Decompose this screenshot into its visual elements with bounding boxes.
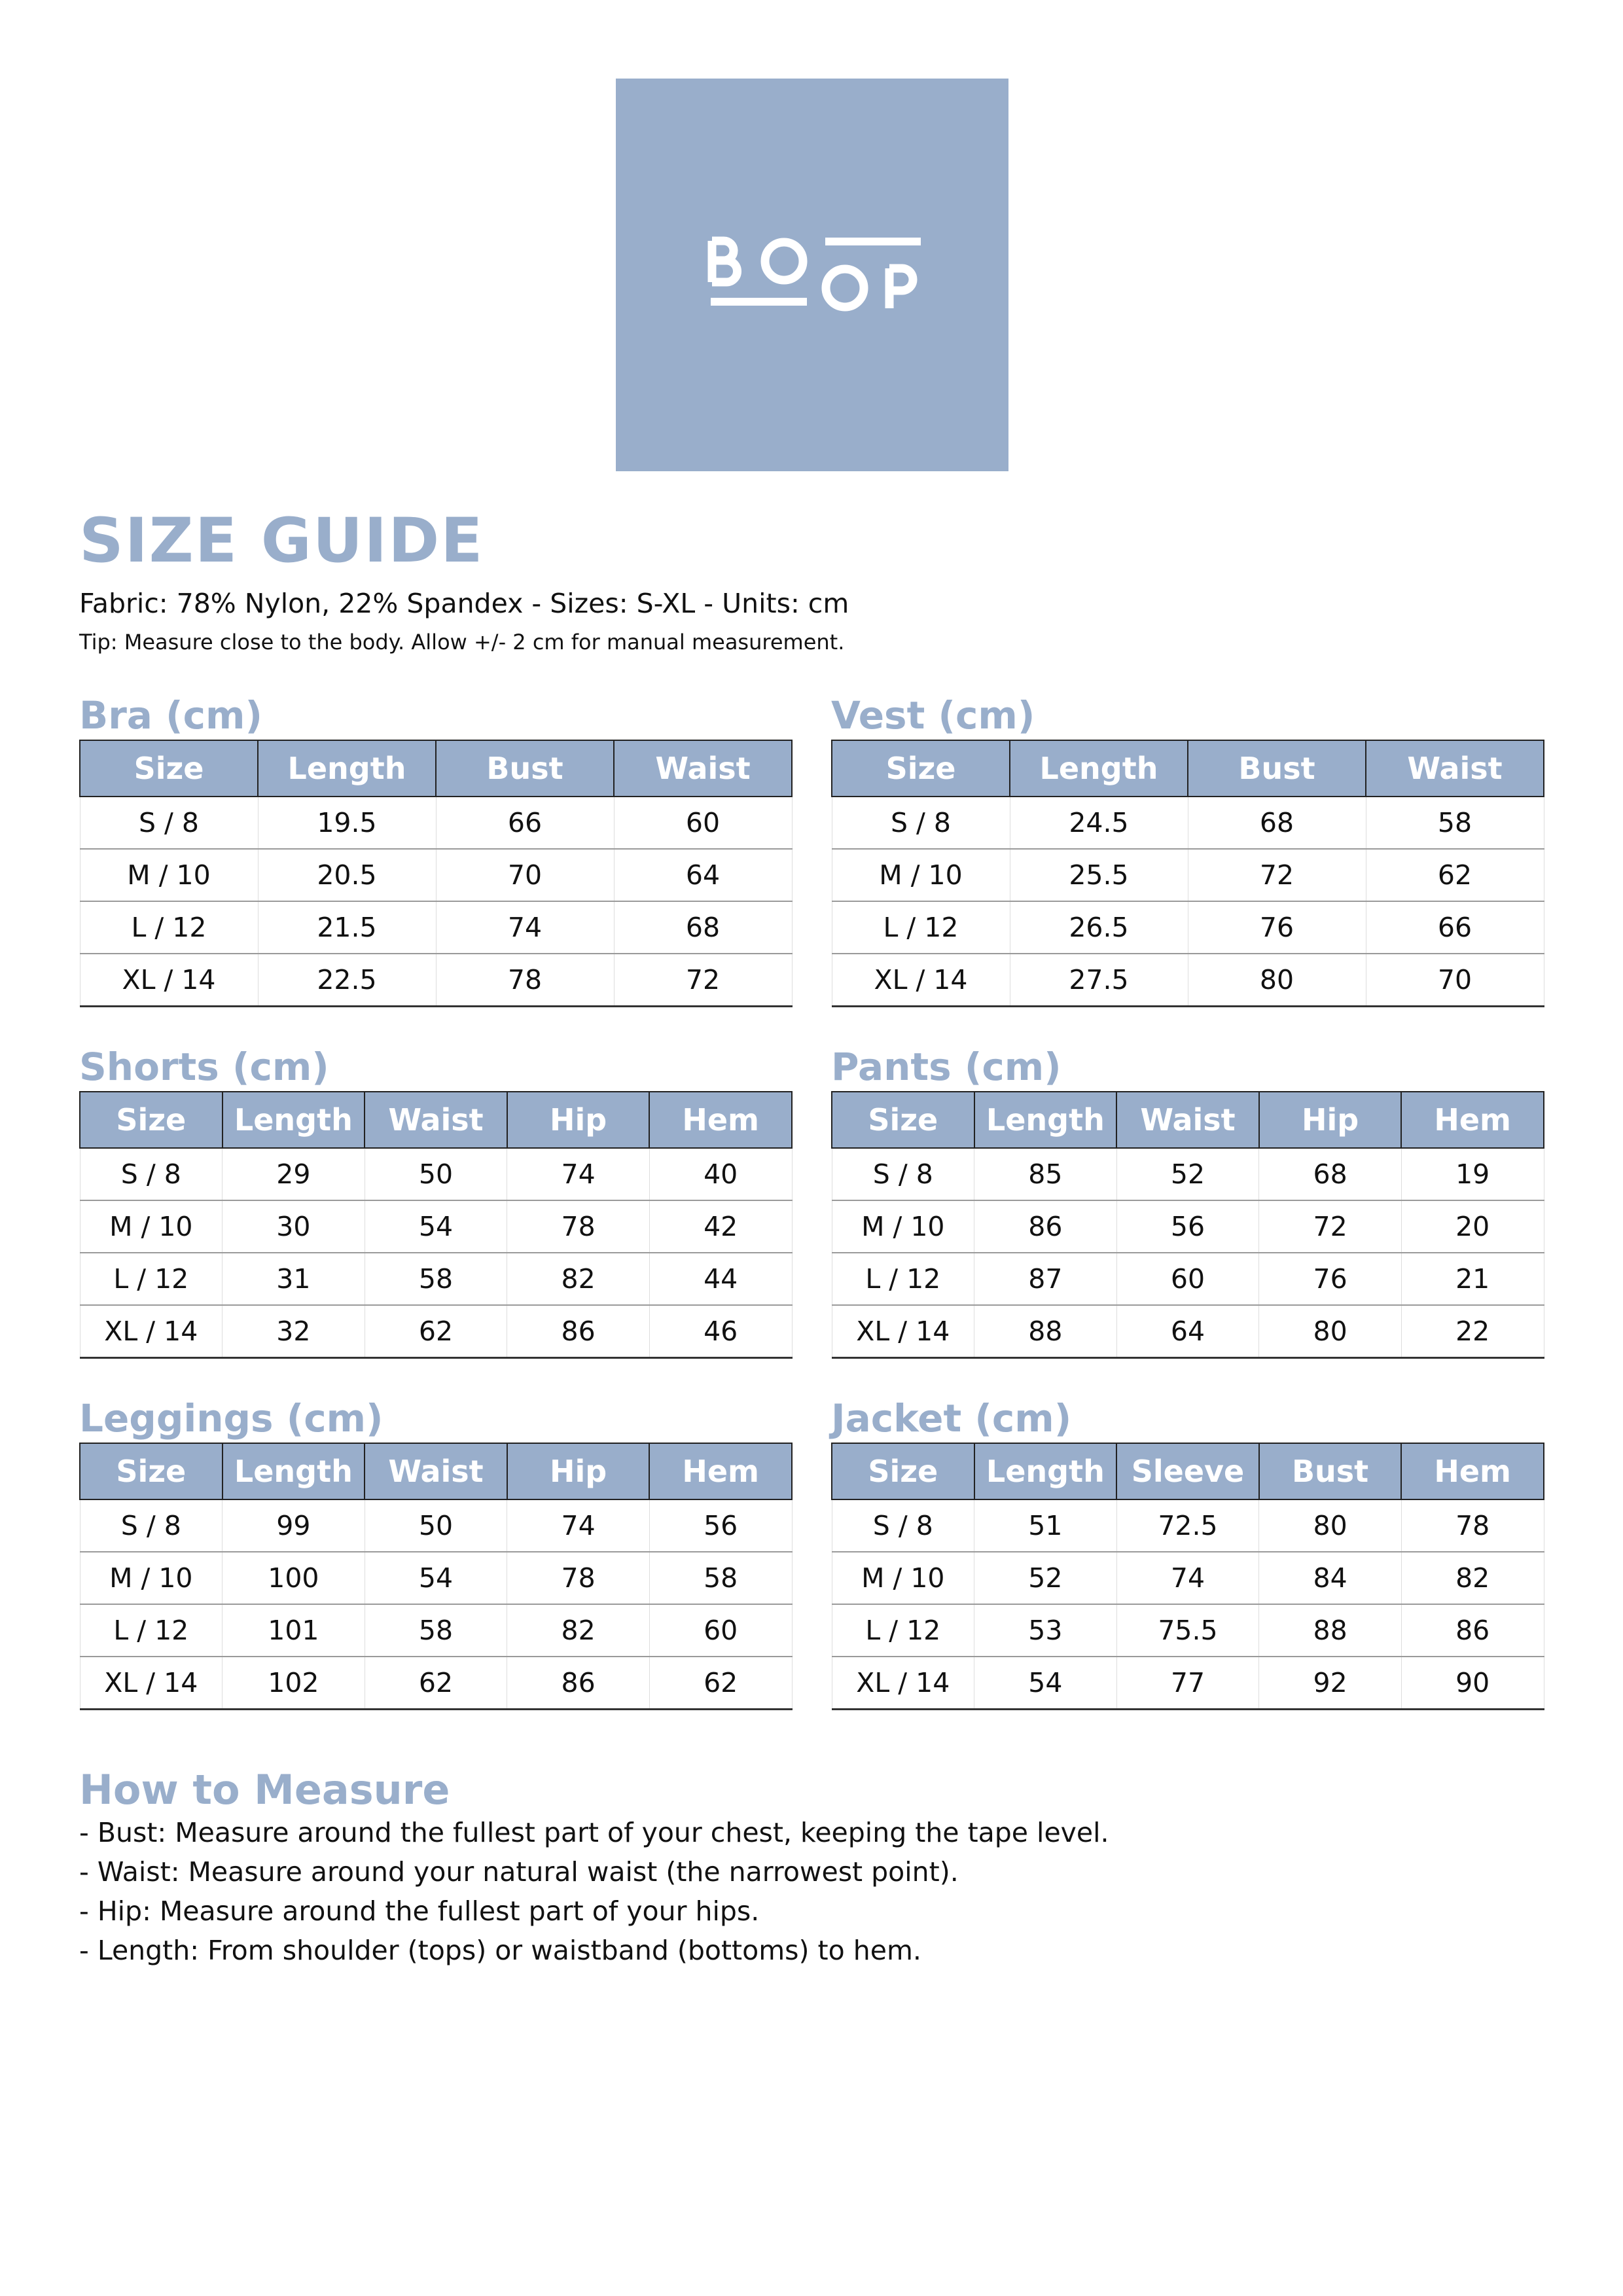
table-cell: 99 (223, 1499, 365, 1552)
table-row (80, 1200, 792, 1253)
column-header: Waist (614, 740, 792, 797)
list-item: - Length: From shoulder (tops) or waistband (bottoms) to hem. (79, 1935, 921, 1966)
table-cell: XL / 14 (832, 954, 1010, 1007)
size-table (831, 1091, 1544, 1359)
table-cell: 60 (614, 797, 792, 849)
table-cell: 30 (223, 1200, 365, 1253)
table-row (832, 1305, 1544, 1358)
table-cell: 40 (649, 1148, 792, 1200)
table-cell: 70 (436, 849, 614, 901)
column-header: Bust (1188, 740, 1366, 797)
table-cell: 72 (1188, 849, 1366, 901)
table-cell: 80 (1188, 954, 1366, 1007)
size-table-vest (831, 694, 1544, 1007)
table-cell: XL / 14 (832, 1657, 974, 1710)
table-row (832, 1499, 1544, 1552)
table-cell: L / 12 (80, 1253, 223, 1305)
column-header: Waist (365, 1092, 507, 1148)
table-title: Pants (cm) (831, 1045, 1061, 1089)
table-cell: 22 (1401, 1305, 1544, 1358)
table-cell: 53 (974, 1604, 1117, 1657)
size-table-pants (831, 1045, 1544, 1359)
table-cell: 44 (649, 1253, 792, 1305)
column-header: Hem (649, 1443, 792, 1499)
table-cell: 86 (974, 1200, 1117, 1253)
column-header: Size (832, 1443, 974, 1499)
table-header-row (832, 1443, 1544, 1499)
table-cell: 66 (1366, 901, 1544, 954)
table-row (80, 901, 792, 954)
table-cell: 58 (365, 1604, 507, 1657)
table-title: Vest (cm) (831, 693, 1035, 738)
table-title: Shorts (cm) (79, 1045, 329, 1089)
table-cell: 29 (223, 1148, 365, 1200)
table-row (832, 797, 1544, 849)
brand-logo (616, 79, 1008, 471)
table-cell: S / 8 (80, 1148, 223, 1200)
table-cell: 72.5 (1116, 1499, 1259, 1552)
table-title: Bra (cm) (79, 693, 262, 738)
size-table (831, 740, 1544, 1007)
table-cell: 31 (223, 1253, 365, 1305)
how-to-measure-title: How to Measure (79, 1766, 450, 1814)
table-cell: S / 8 (832, 1499, 974, 1552)
table-row (80, 1148, 792, 1200)
table-row (80, 797, 792, 849)
table-cell: M / 10 (80, 849, 258, 901)
table-cell: 74 (507, 1499, 650, 1552)
table-header-row (832, 1092, 1544, 1148)
table-cell: L / 12 (832, 1253, 974, 1305)
table-cell: 50 (365, 1148, 507, 1200)
list-item: - Hip: Measure around the fullest part of your hips. (79, 1895, 760, 1927)
table-title: Leggings (cm) (79, 1396, 383, 1441)
table-cell: 84 (1259, 1552, 1402, 1604)
size-table-bra (79, 694, 793, 1007)
table-header-row (80, 1092, 792, 1148)
table-row (80, 1552, 792, 1604)
table-cell: XL / 14 (832, 1305, 974, 1358)
table-cell: 60 (1116, 1253, 1259, 1305)
table-cell: 62 (365, 1657, 507, 1710)
table-cell: 20 (1401, 1200, 1544, 1253)
table-cell: 78 (507, 1552, 650, 1604)
column-header: Length (223, 1092, 365, 1148)
column-header: Size (832, 1092, 974, 1148)
table-cell: L / 12 (832, 1604, 974, 1657)
size-table (79, 1443, 793, 1710)
table-title: Jacket (cm) (831, 1396, 1072, 1441)
table-cell: 42 (649, 1200, 792, 1253)
table-cell: 74 (1116, 1552, 1259, 1604)
column-header: Size (80, 740, 258, 797)
column-header: Waist (365, 1443, 507, 1499)
table-cell: S / 8 (832, 1148, 974, 1200)
table-cell: 78 (507, 1200, 650, 1253)
table-row (832, 1200, 1544, 1253)
table-row (832, 1604, 1544, 1657)
table-cell: 78 (1401, 1499, 1544, 1552)
table-cell: S / 8 (80, 797, 258, 849)
how-to-measure (79, 1767, 1545, 1970)
column-header: Size (80, 1092, 223, 1148)
table-cell: 68 (1188, 797, 1366, 849)
table-row (832, 954, 1544, 1007)
table-cell: 66 (436, 797, 614, 849)
list-item: - Waist: Measure around your natural waist (the narrowest point). (79, 1856, 959, 1888)
column-header: Bust (1259, 1443, 1402, 1499)
fabric-info: Fabric: 78% Nylon, 22% Spandex - Sizes: S-XL - Units: cm (79, 588, 849, 619)
table-cell: 87 (974, 1253, 1117, 1305)
table-cell: 24.5 (1010, 797, 1188, 849)
table-cell: XL / 14 (80, 1657, 223, 1710)
table-cell: M / 10 (80, 1200, 223, 1253)
table-header-row (80, 740, 792, 797)
table-cell: 70 (1366, 954, 1544, 1007)
table-cell: 50 (365, 1499, 507, 1552)
table-cell: 58 (1366, 797, 1544, 849)
table-cell: XL / 14 (80, 1305, 223, 1358)
table-cell: M / 10 (832, 1200, 974, 1253)
table-row (80, 1604, 792, 1657)
table-cell: XL / 14 (80, 954, 258, 1007)
table-cell: 19.5 (258, 797, 436, 849)
table-cell: 72 (1259, 1200, 1402, 1253)
table-cell: 75.5 (1116, 1604, 1259, 1657)
measure-instructions (79, 1813, 1545, 1970)
table-cell: 74 (507, 1148, 650, 1200)
table-cell: 60 (649, 1604, 792, 1657)
column-header: Length (974, 1092, 1117, 1148)
table-cell: 80 (1259, 1499, 1402, 1552)
table-cell: S / 8 (832, 797, 1010, 849)
table-cell: M / 10 (832, 1552, 974, 1604)
table-cell: 19 (1401, 1148, 1544, 1200)
column-header: Length (258, 740, 436, 797)
table-row (832, 849, 1544, 901)
table-cell: 22.5 (258, 954, 436, 1007)
table-cell: 46 (649, 1305, 792, 1358)
column-header: Size (832, 740, 1010, 797)
table-row (80, 1305, 792, 1358)
column-header: Hem (1401, 1443, 1544, 1499)
table-cell: 20.5 (258, 849, 436, 901)
table-cell: 58 (365, 1253, 507, 1305)
size-table (831, 1443, 1544, 1710)
table-cell: 21.5 (258, 901, 436, 954)
table-cell: 62 (649, 1657, 792, 1710)
table-cell: 101 (223, 1604, 365, 1657)
table-cell: 62 (365, 1305, 507, 1358)
table-row (832, 1253, 1544, 1305)
table-cell: 90 (1401, 1657, 1544, 1710)
table-cell: 54 (974, 1657, 1117, 1710)
table-row (80, 1253, 792, 1305)
table-cell: 82 (507, 1253, 650, 1305)
table-cell: 76 (1188, 901, 1366, 954)
table-cell: 102 (223, 1657, 365, 1710)
table-header-row (832, 740, 1544, 797)
table-cell: 64 (614, 849, 792, 901)
table-cell: 77 (1116, 1657, 1259, 1710)
column-header: Length (223, 1443, 365, 1499)
column-header: Hip (507, 1092, 650, 1148)
table-cell: 80 (1259, 1305, 1402, 1358)
table-cell: 21 (1401, 1253, 1544, 1305)
table-row (832, 1148, 1544, 1200)
measurement-tip: Tip: Measure close to the body. Allow +/- 2 cm for manual measurement. (79, 630, 845, 655)
table-cell: 86 (507, 1657, 650, 1710)
column-header: Waist (1366, 740, 1544, 797)
table-cell: 58 (649, 1552, 792, 1604)
column-header: Hip (1259, 1092, 1402, 1148)
table-cell: 64 (1116, 1305, 1259, 1358)
table-cell: 68 (614, 901, 792, 954)
table-cell: 82 (507, 1604, 650, 1657)
table-cell: L / 12 (832, 901, 1010, 954)
page-title: SIZE GUIDE (79, 505, 484, 577)
table-cell: 82 (1401, 1552, 1544, 1604)
table-row (80, 849, 792, 901)
table-cell: 27.5 (1010, 954, 1188, 1007)
table-cell: M / 10 (832, 849, 1010, 901)
boop-logo-mark (616, 79, 1008, 471)
table-cell: 52 (974, 1552, 1117, 1604)
table-cell: 72 (614, 954, 792, 1007)
table-row (80, 954, 792, 1007)
table-cell: 92 (1259, 1657, 1402, 1710)
table-cell: 88 (974, 1305, 1117, 1358)
size-table-shorts (79, 1045, 793, 1359)
column-header: Hem (1401, 1092, 1544, 1148)
column-header: Waist (1116, 1092, 1259, 1148)
table-cell: 54 (365, 1200, 507, 1253)
size-table (79, 1091, 793, 1359)
table-cell: 56 (649, 1499, 792, 1552)
table-cell: 68 (1259, 1148, 1402, 1200)
table-cell: S / 8 (80, 1499, 223, 1552)
table-cell: 25.5 (1010, 849, 1188, 901)
list-item: - Bust: Measure around the fullest part of your chest, keeping the tape level. (79, 1817, 1109, 1848)
table-cell: 32 (223, 1305, 365, 1358)
table-cell: 62 (1366, 849, 1544, 901)
table-row (832, 1657, 1544, 1710)
size-table (79, 740, 793, 1007)
table-cell: 86 (507, 1305, 650, 1358)
table-row (80, 1499, 792, 1552)
column-header: Hip (507, 1443, 650, 1499)
column-header: Sleeve (1116, 1443, 1259, 1499)
column-header: Size (80, 1443, 223, 1499)
table-cell: 54 (365, 1552, 507, 1604)
table-cell: 86 (1401, 1604, 1544, 1657)
table-cell: 85 (974, 1148, 1117, 1200)
table-row (832, 901, 1544, 954)
table-cell: 88 (1259, 1604, 1402, 1657)
column-header: Length (1010, 740, 1188, 797)
table-header-row (80, 1443, 792, 1499)
table-cell: 76 (1259, 1253, 1402, 1305)
table-cell: L / 12 (80, 901, 258, 954)
table-row (80, 1657, 792, 1710)
column-header: Bust (436, 740, 614, 797)
size-table-jacket (831, 1397, 1544, 1710)
column-header: Length (974, 1443, 1117, 1499)
size-table-leggings (79, 1397, 793, 1710)
table-cell: L / 12 (80, 1604, 223, 1657)
table-cell: 78 (436, 954, 614, 1007)
table-cell: 74 (436, 901, 614, 954)
table-row (832, 1552, 1544, 1604)
table-cell: 26.5 (1010, 901, 1188, 954)
column-header: Hem (649, 1092, 792, 1148)
table-cell: 52 (1116, 1148, 1259, 1200)
table-cell: 56 (1116, 1200, 1259, 1253)
table-cell: 100 (223, 1552, 365, 1604)
table-cell: M / 10 (80, 1552, 223, 1604)
table-cell: 51 (974, 1499, 1117, 1552)
